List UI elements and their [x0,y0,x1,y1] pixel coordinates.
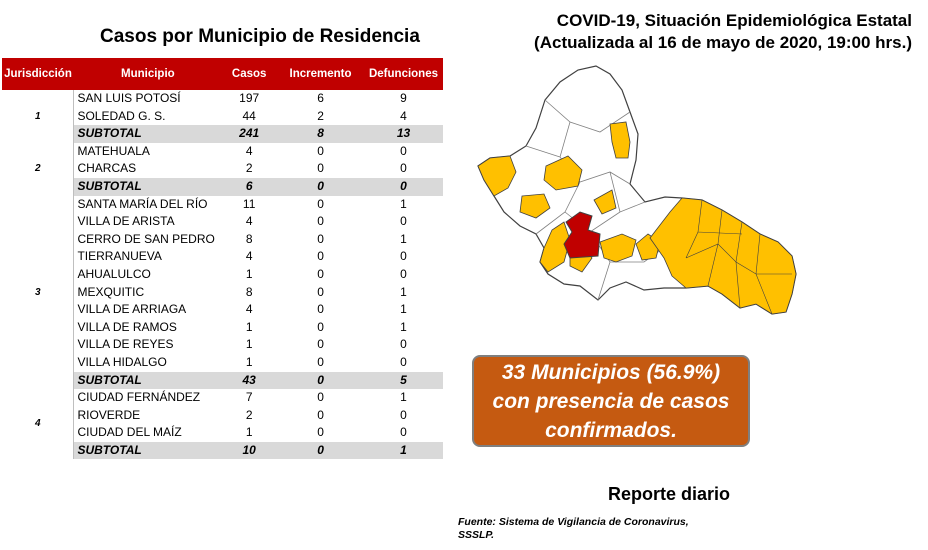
casos-cell: 4 [245,214,253,229]
municipio-cell: AHUALULCO [77,266,151,281]
incremento-cell: 0 [317,284,324,299]
municipio-cell: RIOVERDE [77,407,141,422]
cases-table [2,58,443,459]
defunciones-cell: 9 [400,91,407,105]
incremento-cell: 0 [317,231,324,246]
incremento-cell: 0 [317,161,324,176]
casos-cell: 7 [245,390,253,405]
municipio-cell: MATEHUALA [77,143,150,158]
subtotal-label: SUBTOTAL [74,442,222,460]
defunciones-cell: 0 [400,214,407,229]
jurisdiccion-cell: 2 [2,143,74,196]
casos-cell: 8 [245,231,253,246]
col-jurisdiccion: Jurisdicción [2,58,74,90]
map-region-yellow [650,198,796,314]
table-title: Casos por Municipio de Residencia [100,26,420,47]
table-row [2,389,443,407]
report-label: Reporte diario [608,484,731,504]
subtotal-label: SUBTOTAL [74,372,222,390]
table-row [2,196,443,214]
subtotal-incremento: 0 [277,442,365,460]
municipio-cell: VILLA DE ARISTA [77,214,175,229]
main-title [534,10,912,54]
municipio-cell: SAN LUIS POTOSÍ [77,91,181,105]
municipio-cell: SANTA MARÍA DEL RÍO [77,196,208,211]
municipio-cell: VILLA DE RAMOS [77,319,177,334]
casos-cell: 2 [245,161,253,176]
defunciones-cell: 0 [400,266,407,281]
municipio-cell: MEXQUITIC [77,284,145,299]
incremento-cell: 0 [317,425,324,440]
municipio-cell: VILLA DE REYES [77,337,174,352]
casos-cell: 1 [245,319,253,334]
incremento-cell: 0 [317,390,324,405]
subtotal-casos: 6 [222,178,277,196]
subtotal-casos: 43 [222,372,277,390]
subtotal-defunciones: 0 [365,178,443,196]
incremento-cell: 0 [317,196,324,211]
municipio-cell: CERRO DE SAN PEDRO [77,231,215,246]
incremento-cell: 0 [317,249,324,264]
defunciones-cell: 0 [400,161,407,176]
main-title-line1: COVID-19, Situación Epidemiológica Estatal [556,11,912,30]
defunciones-cell: 1 [400,302,407,317]
subtotal-label: SUBTOTAL [74,125,222,143]
subtotal-incremento: 0 [277,372,365,390]
table-row [2,90,443,108]
municipio-cell: SOLEDAD G. S. [77,108,166,123]
casos-cell: 4 [245,302,253,317]
subtotal-incremento: 0 [277,178,365,196]
incremento-cell: 0 [317,319,324,334]
defunciones-cell: 0 [400,337,407,352]
municipio-cell: CIUDAD DEL MAÍZ [77,425,182,440]
municipio-cell: TIERRANUEVA [77,249,162,264]
table-row [2,143,443,161]
state-map [460,62,810,332]
subtotal-defunciones: 13 [365,125,443,143]
source-line2: SSSLP. [458,529,494,541]
defunciones-cell: 0 [400,407,407,422]
casos-cell: 2 [245,407,253,422]
col-defunciones: Defunciones [365,58,443,90]
callout-line2: con presencia de casos [492,389,730,413]
municipio-cell: VILLA HIDALGO [77,354,167,369]
casos-cell: 1 [245,266,253,281]
defunciones-cell: 0 [400,249,407,264]
source-line1: Fuente: Sistema de Vigilancia de Coronavirus, [458,516,689,528]
incremento-cell: 0 [317,354,324,369]
callout-line1: 33 Municipios (56.9%) [501,360,721,384]
casos-cell: 8 [245,284,253,299]
col-municipio: Municipio [74,58,222,90]
subtotal-incremento: 8 [277,125,365,143]
defunciones-cell: 0 [400,143,407,158]
municipio-cell: CIUDAD FERNÁNDEZ [77,390,201,405]
col-casos: Casos [222,58,277,90]
casos-cell: 4 [245,143,253,158]
jurisdiccion-cell: 3 [2,196,74,390]
defunciones-cell: 0 [400,425,407,440]
subtotal-defunciones: 5 [365,372,443,390]
subtotal-casos: 241 [222,125,277,143]
municipios-callout [472,355,750,447]
casos-cell: 1 [245,354,253,369]
defunciones-cell: 1 [400,390,407,405]
table-header-row [2,58,443,90]
casos-cell: 1 [245,337,253,352]
defunciones-cell: 1 [400,284,407,299]
subtotal-defunciones: 1 [365,442,443,460]
subtotal-casos: 10 [222,442,277,460]
casos-cell: 11 [242,196,256,211]
defunciones-cell: 1 [400,319,407,334]
incremento-cell: 6 [317,91,324,105]
defunciones-cell: 0 [400,354,407,369]
defunciones-cell: 1 [400,196,407,211]
callout-line3: confirmados. [545,418,677,442]
subtotal-label: SUBTOTAL [74,178,222,196]
defunciones-cell: 1 [400,231,407,246]
casos-cell: 4 [245,249,253,264]
incremento-cell: 0 [317,302,324,317]
casos-cell: 197 [239,91,260,105]
main-title-line2: (Actualizada al 16 de mayo de 2020, 19:00 hrs.) [534,33,912,52]
source-note [458,516,758,542]
municipio-cell: VILLA DE ARRIAGA [77,302,187,317]
municipio-cell: CHARCAS [77,161,137,176]
incremento-cell: 2 [317,108,324,123]
defunciones-cell: 4 [400,108,407,123]
incremento-cell: 0 [317,143,324,158]
casos-cell: 44 [242,108,256,123]
incremento-cell: 0 [317,266,324,281]
incremento-cell: 0 [317,407,324,422]
jurisdiccion-cell: 1 [2,90,74,143]
col-incremento: Incremento [277,58,365,90]
incremento-cell: 0 [317,214,324,229]
casos-cell: 1 [245,425,253,440]
incremento-cell: 0 [317,337,324,352]
jurisdiccion-cell: 4 [2,389,74,459]
